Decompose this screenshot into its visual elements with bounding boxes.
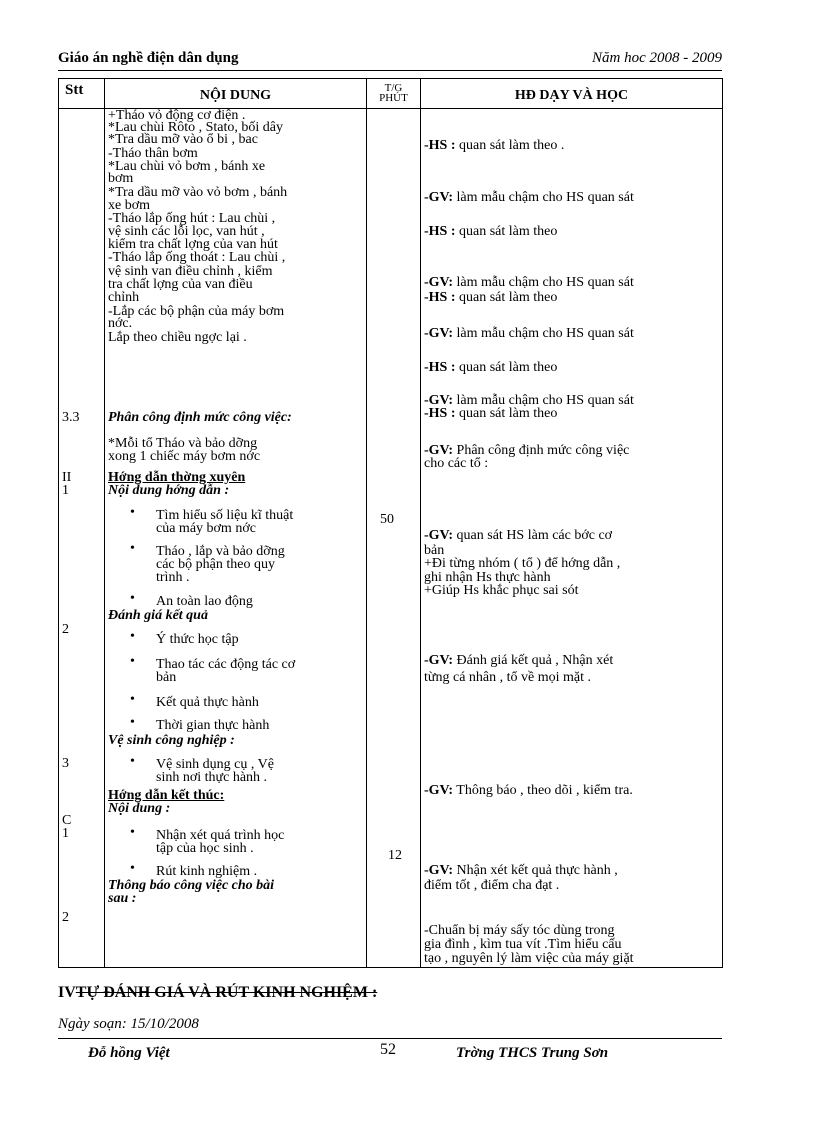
page-number: 52 (380, 1041, 396, 1058)
activity-5: -HS : quan sát làm theo (424, 290, 558, 305)
header-year: Năm hoc 2008 - 2009 (592, 50, 722, 66)
s1-bullet-2c: trình . (156, 570, 190, 585)
stt-c2: 2 (62, 910, 69, 925)
s3-bullet-1b: sinh nơi thực hành . (156, 770, 268, 785)
bullet-icon: • (130, 505, 135, 520)
s1-bullet-3: An toàn lao động (156, 594, 253, 609)
activity-12b: từng cá nhân , tổ về mọi mặt . (424, 670, 591, 685)
s1-bullet-2b: các bộ phận theo quy (156, 557, 275, 572)
activity-14b: điểm tốt , điểm cha đạt . (424, 878, 560, 893)
content-line: *Lau chùi vỏ bơm , bánh xe (108, 159, 266, 174)
stt-c: C (62, 813, 72, 828)
activity-15b: gia đình , kìm tua vít .Tìm hiểu cấu (424, 937, 622, 952)
content-line: Lắp theo chiều ngợc lại . (108, 330, 247, 345)
stt-3-3: 3.3 (62, 410, 80, 425)
activity-11d: ghi nhận Hs thực hành (424, 570, 551, 585)
content-line: xe bơm (108, 198, 151, 213)
header-title: Giáo án nghề điện dân dụng (58, 50, 239, 66)
s33-title: Phân công định mức công việc: (108, 410, 292, 425)
content-line: *Tra dầu mỡ vào vỏ bơm , bánh (108, 185, 288, 200)
header-stt: Stt (59, 79, 105, 109)
preparation-date: Ngày soạn: 15/10/2008 (58, 1016, 199, 1032)
lesson-table (58, 78, 723, 968)
content-line: vệ sinh van điều chỉnh , kiểm (108, 264, 273, 279)
s33-line: *Mỗi tổ Tháo và bảo dỡng (108, 436, 258, 451)
activity-1: -HS : quan sát làm theo . (424, 138, 565, 153)
section-4-number: IV (58, 984, 76, 1001)
sc1-title: Nội dung : (108, 801, 171, 816)
s33-line2: xong 1 chiếc máy bơm nớc (108, 449, 261, 464)
activity-4: -GV: làm mẫu chậm cho HS quan sát (424, 275, 634, 290)
s2-bullet-4: Thời gian thực hành (156, 718, 270, 733)
content-line: tra chất lợng của van điều (108, 277, 253, 292)
sc1-bullet-2: Rút kinh nghiệm . (156, 864, 258, 879)
content-column (105, 109, 367, 968)
time-c: 12 (388, 848, 402, 863)
stt-column (59, 109, 105, 968)
activity-15c: tạo , nguyên lý làm việc của máy giặt (424, 951, 634, 966)
header-content: NỘI DUNG (105, 79, 367, 109)
bullet-icon: • (130, 861, 135, 876)
section-4-title: TỰ ĐÁNH GIÁ VÀ RÚT KINH NGHIỆM : (75, 984, 378, 1001)
time-ii: 50 (380, 512, 394, 527)
footer-school: Trờng THCS Trung Sơn (456, 1045, 609, 1061)
footer-author: Đỗ hồng Việt (88, 1045, 170, 1061)
s2-bullet-1: Ý thức học tập (156, 632, 239, 647)
sii-title: Hớng dẫn thờng xuyên (108, 470, 246, 485)
activity-9: -HS : quan sát làm theo (424, 406, 558, 421)
activity-12: -GV: Đánh giá kết quả , Nhận xét (424, 653, 614, 668)
stt-2: 2 (62, 622, 69, 637)
sc2-title2: sau : (108, 891, 137, 906)
content-line: vệ sinh các lỗi lọc, van hút , (108, 224, 265, 239)
content-line: +Tháo vỏ động cơ điện . (108, 108, 246, 123)
sc1-bullet-1b: tập của học sinh . (156, 841, 254, 856)
s1-title: Nội dung hớng dẫn : (108, 483, 230, 498)
activity-2: -GV: làm mẫu chậm cho HS quan sát (424, 190, 634, 205)
bullet-icon: • (130, 754, 135, 769)
time-column (367, 109, 421, 968)
activity-6: -GV: làm mẫu chậm cho HS quan sát (424, 326, 634, 341)
page-header (58, 50, 722, 71)
page-footer (58, 1038, 722, 1063)
bullet-icon: • (130, 825, 135, 840)
section-4-heading (58, 984, 377, 1002)
stt-ii: II (62, 470, 72, 485)
activity-column (421, 109, 723, 968)
s2-bullet-2b: bản (156, 670, 177, 685)
s1-bullet-1b: của máy bơm nớc (156, 521, 256, 536)
activity-11e: +Giúp Hs khắc phục sai sót (424, 583, 579, 598)
s2-bullet-3: Kết quả thực hành (156, 695, 259, 710)
content-line: kiểm tra chất lợng của van hút (108, 237, 278, 252)
activity-11c: +Đi từng nhóm ( tổ ) để hớng dẫn , (424, 556, 621, 571)
s2-title: Đánh giá kết quả (108, 608, 208, 623)
activity-13: -GV: Thông báo , theo dõi , kiểm tra. (424, 783, 633, 798)
content-line: nớc. (108, 316, 133, 331)
content-line: bơm (108, 171, 134, 186)
bullet-icon: • (130, 654, 135, 669)
sc-title: Hớng dẫn kết thúc: (108, 788, 225, 803)
activity-11: -GV: quan sát HS làm các bớc cơ (424, 528, 613, 543)
activity-15: -Chuẩn bị máy sấy tóc dùng trong (424, 923, 615, 938)
s3-title: Vệ sinh công nghiệp : (108, 733, 235, 748)
header-activity: HĐ DẠY VÀ HỌC (421, 79, 723, 109)
activity-8: -GV: làm mẫu chậm cho HS quan sát (424, 393, 634, 408)
content-line: chỉnh (108, 290, 140, 305)
activity-7: -HS : quan sát làm theo (424, 360, 558, 375)
sc1-bullet-1: Nhận xét quá trình học (156, 828, 285, 843)
bullet-icon: • (130, 692, 135, 707)
s1-bullet-1: Tìm hiểu số liệu kĩ thuật (156, 508, 294, 523)
s1-bullet-2: Tháo , lắp và bảo dỡng (156, 544, 285, 559)
content-line: *Lau chùi Rôto , Stato, bối dây (108, 120, 283, 135)
bullet-icon: • (130, 591, 135, 606)
header-time: T/G PHÚT (367, 79, 421, 109)
stt-3: 3 (62, 756, 69, 771)
bullet-icon: • (130, 629, 135, 644)
content-line: -Tháo lắp ống thoát : Lau chùi , (108, 250, 286, 265)
content-line: -Tháo thân bơm (108, 146, 198, 161)
content-line: *Tra dầu mỡ vào ổ bi , bac (108, 132, 258, 147)
activity-10: -GV: Phân công định mức công việc (424, 443, 630, 458)
activity-3: -HS : quan sát làm theo (424, 224, 558, 239)
activity-10b: cho các tổ : (424, 456, 489, 471)
bullet-icon: • (130, 541, 135, 556)
activity-14: -GV: Nhận xét kết quả thực hành , (424, 863, 618, 878)
content-line: -Tháo lắp ống hút : Lau chùi , (108, 211, 276, 226)
stt-c1: 1 (62, 826, 69, 841)
bullet-icon: • (130, 715, 135, 730)
activity-11b: bản (424, 543, 445, 558)
s2-bullet-2: Thao tác các động tác cơ (156, 657, 296, 672)
stt-1: 1 (62, 483, 69, 498)
sc2-title: Thông báo công việc cho bài (108, 878, 275, 893)
s3-bullet-1: Vệ sinh dụng cụ , Vệ (156, 757, 274, 772)
content-line: -Lắp các bộ phận của máy bơm (108, 304, 285, 319)
